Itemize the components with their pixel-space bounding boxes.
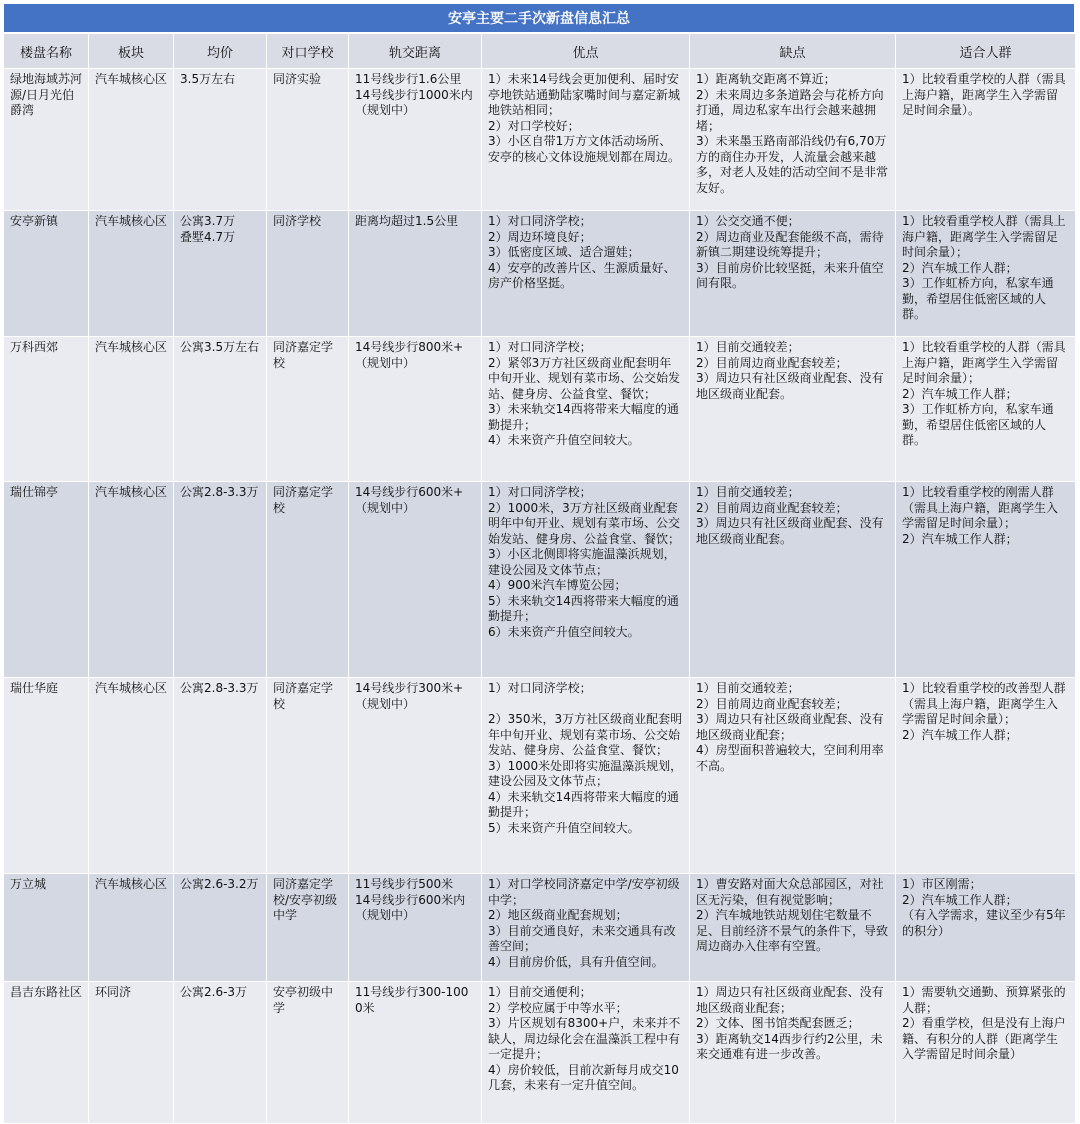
cell-cons: 1）目前交通较差； 2）目前周边商业配套较差； 3）周边只有社区级商业配套、没有地区级商业配套。 — [690, 482, 896, 678]
table-row — [4, 874, 1076, 982]
cell-metro: 11号线步行500米 14号线步行600米内（规划中） — [349, 874, 482, 982]
cell-name: 瑞仕华庭 — [4, 678, 89, 874]
header-district: 板块 — [89, 34, 174, 69]
cell-school: 同济学校 — [267, 211, 349, 337]
cell-pros: 1）对口同济学校； 2）1000米，3万方社区级商业配套明年中旬开业、规划有菜市场、公交始发站、健身房、公益食堂、餐饮； 3）小区北侧即将实施温藻浜规划，建设公园及文体节点； 4）900米汽车博览公园； 5）未来轨交14西将带来大幅度的通勤提升； 6）未来资产升值空间较大。 — [482, 482, 690, 678]
cell-cons: 1）周边只有社区级商业配套、没有地区级商业配套； 2）文体、图书馆类配套匮乏； 3）距离轨交14西步行约2公里，未来交通难有进一步改善。 — [690, 982, 896, 1124]
cell-district: 汽车城核心区 — [89, 482, 174, 678]
table-row — [4, 211, 1076, 337]
cell-name: 安亭新镇 — [4, 211, 89, 337]
cell-pros: 1）对口同济学校； 2）350米，3万方社区级商业配套明年中旬开业、规划有菜市场、公交始发站、健身房、公益食堂、餐饮； 3）1000米处即将实施温藻浜规划，建设公园及文体节点； 4）未来轨交14西将带来大幅度的通勤提升； 5）未来资产升值空间较大。 — [482, 678, 690, 874]
cell-metro: 距离均超过1.5公里 — [349, 211, 482, 337]
property-table — [3, 33, 1076, 1124]
cell-audience: 1）比较看重学校人群（需具上海户籍，距离学生入学需留足时间余量）； 2）汽车城工作人群； 3）工作虹桥方向，私家车通勤，希望居住低密区域的人群。 — [896, 211, 1076, 337]
cell-price: 公寓2.6-3万 — [174, 982, 267, 1124]
cell-pros: 1）对口学校同济嘉定中学/安亭初级中学； 2）地区级商业配套规划； 3）目前交通良好，未来交通具有改善空间； 4）目前房价低，具有升值空间。 — [482, 874, 690, 982]
cell-metro: 11号线步行300-1000米 — [349, 982, 482, 1124]
cell-audience: 1）比较看重学校的人群（需具上海户籍，距离学生入学需留足时间余量）； 2）汽车城工作人群； 3）工作虹桥方向，私家车通勤，希望居住低密区域的人群。 — [896, 337, 1076, 482]
cell-pros: 1）未来14号线会更加便利、届时安亭地铁站通勤陆家嘴时间与嘉定新城地铁站相同； 2）对口学校好； 3）小区自带1万方文体活动场所、安亭的核心文体设施规划都在周边。 — [482, 69, 690, 211]
table-row — [4, 69, 1076, 211]
header-pros: 优点 — [482, 34, 690, 69]
cell-district: 汽车城核心区 — [89, 337, 174, 482]
cell-price: 公寓2.8-3.3万 — [174, 678, 267, 874]
header-row — [4, 34, 1076, 69]
cell-school: 同济嘉定学校 — [267, 337, 349, 482]
cell-school: 同济嘉定学校 — [267, 678, 349, 874]
cell-cons: 1）公交交通不便； 2）周边商业及配套能级不高，需待新镇二期建设统筹提升； 3）目前房价比较坚挺，未来升值空间有限。 — [690, 211, 896, 337]
cell-cons: 1）曹安路对面大众总部园区，对社区无污染，但有视觉影响； 2）汽车城地铁站规划住宅数量不足、目前经济不景气的条件下，导致周边商办入住率有空置。 — [690, 874, 896, 982]
table-row — [4, 482, 1076, 678]
table-row — [4, 337, 1076, 482]
cell-pros: 1）对口同济学校； 2）周边环境良好； 3）低密度区域、适合遛娃； 4）安亭的改善片区、生源质量好、房产价格坚挺。 — [482, 211, 690, 337]
cell-metro: 14号线步行300米+ （规划中） — [349, 678, 482, 874]
header-price: 均价 — [174, 34, 267, 69]
cell-audience: 1）比较看重学校的刚需人群（需具上海户籍，距离学生入学需留足时间余量）； 2）汽车城工作人群； — [896, 482, 1076, 678]
table-row — [4, 678, 1076, 874]
table-title: 安亭主要二手次新盘信息汇总 — [3, 3, 1075, 33]
cell-district: 汽车城核心区 — [89, 874, 174, 982]
cell-metro: 11号线步行1.6公里 14号线步行1000米内（规划中） — [349, 69, 482, 211]
cell-cons: 1）距离轨交距离不算近； 2）未来周边多条道路会与花桥方向打通，周边私家车出行会越来越拥堵； 3）未来墨玉路南部沿线仍有6,70万方的商住办开发，人流量会越来越多，对老人及娃的活动空间不是非常友好。 — [690, 69, 896, 211]
cell-price: 公寓2.6-3.2万 — [174, 874, 267, 982]
cell-name: 昌吉东路社区 — [4, 982, 89, 1124]
cell-district: 汽车城核心区 — [89, 211, 174, 337]
cell-audience: 1）比较看重学校的改善型人群（需具上海户籍，距离学生入学需留足时间余量）； 2）汽车城工作人群； — [896, 678, 1076, 874]
cell-school: 同济实验 — [267, 69, 349, 211]
cell-audience: 1）比较看重学校的人群（需具上海户籍，距离学生入学需留足时间余量）。 — [896, 69, 1076, 211]
cell-school: 安亭初级中学 — [267, 982, 349, 1124]
header-name: 楼盘名称 — [4, 34, 89, 69]
cell-name: 万科西郊 — [4, 337, 89, 482]
cell-price: 公寓3.5万左右 — [174, 337, 267, 482]
cell-price: 公寓2.8-3.3万 — [174, 482, 267, 678]
cell-metro: 14号线步行600米+ （规划中） — [349, 482, 482, 678]
cell-metro: 14号线步行800米+ （规划中） — [349, 337, 482, 482]
cell-price: 公寓3.7万 叠墅4.7万 — [174, 211, 267, 337]
cell-district: 汽车城核心区 — [89, 69, 174, 211]
cell-audience: 1）需要轨交通勤、预算紧张的人群； 2）看重学校，但是没有上海户籍、有积分的人群（距离学生入学需留足时间余量） — [896, 982, 1076, 1124]
cell-district: 环同济 — [89, 982, 174, 1124]
cell-pros: 1）对口同济学校； 2）紧邻3万方社区级商业配套明年中旬开业、规划有菜市场、公交始发站、健身房、公益食堂、餐饮； 3）未来轨交14西将带来大幅度的通勤提升； 4）未来资产升值空间较大。 — [482, 337, 690, 482]
cell-pros: 1）目前交通便利； 2）学校应属于中等水平； 3）片区规划有8300+户，未来并不缺人，周边绿化会在温藻浜工程中有一定提升； 4）房价较低，目前次新每月成交10几套，未来有一定升值空间。 — [482, 982, 690, 1124]
cell-school: 同济嘉定学校/安亭初级中学 — [267, 874, 349, 982]
table-row — [4, 982, 1076, 1124]
cell-price: 3.5万左右 — [174, 69, 267, 211]
header-cons: 缺点 — [690, 34, 896, 69]
cell-cons: 1）目前交通较差； 2）目前周边商业配套较差； 3）周边只有社区级商业配套、没有地区级商业配套； 4）房型面积普遍较大，空间利用率不高。 — [690, 678, 896, 874]
cell-district: 汽车城核心区 — [89, 678, 174, 874]
cell-cons: 1）目前交通较差； 2）目前周边商业配套较差； 3）周边只有社区级商业配套、没有地区级商业配套。 — [690, 337, 896, 482]
header-school: 对口学校 — [267, 34, 349, 69]
cell-name: 万立城 — [4, 874, 89, 982]
header-audience: 适合人群 — [896, 34, 1076, 69]
summary-sheet — [3, 3, 1075, 1124]
cell-school: 同济嘉定学校 — [267, 482, 349, 678]
cell-name: 绿地海域苏河源/日月光伯爵湾 — [4, 69, 89, 211]
header-metro: 轨交距离 — [349, 34, 482, 69]
cell-name: 瑞仕锦亭 — [4, 482, 89, 678]
cell-audience: 1）市区刚需； 2）汽车城工作人群； （有入学需求，建议至少有5年的积分） — [896, 874, 1076, 982]
